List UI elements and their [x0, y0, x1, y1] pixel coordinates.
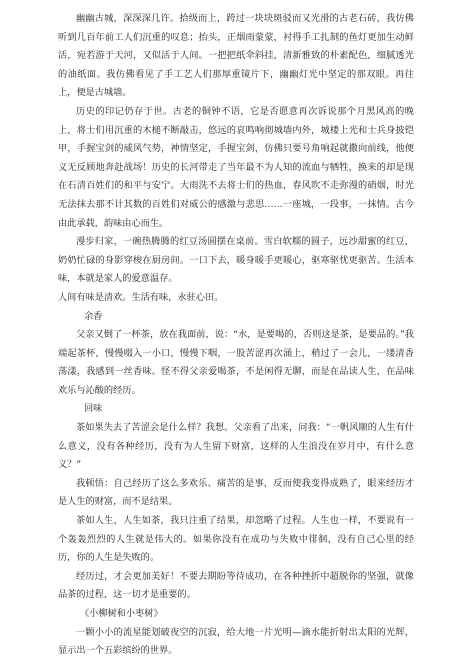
- section-heading-lingering-fragrance: 余香: [84, 310, 103, 322]
- paragraph-ancient-city: 幽幽古城，深深深几许。拾级而上，跨过一块块斑驳而又光滑的古老石砖，我仿佛听到几百年前工人们沉重的叹息；抬头，正烟雨蒙蒙，衬得手工扎制的鱼灯更加生动鲜活，宛若游于天河，又似活于人间。一把把纸伞斜挂，清新雅致的朴素配色，细腻透光的油纸面。我仿佛看见了手工艺人们那厚重镜片下，幽幽灯光中坚定的那双眼。再往上，便是古城墙。: [58, 13, 414, 99]
- paragraph-history: 历史的印记仍存于世。古老的铜钟不语，它是否愿意再次诉说那个月黑风高的晚上，将士们用沉重的木槌不断敲击，悠远的哀鸣响彻城墙内外，城楼上光和士兵身披铠甲，手握宝剑的威风气势，神情坚定，手握宝剑，仿佛只要号角响起就撒向前线，他便义无反顾地奔赴战场！历史的长河带走了当年最不为人知的流血与牺牲，换来的却是现在石清百姓们的和平与安宁。大雨洗不去将士们的热血，春风吹不走弥漫的硝烟，时光无法抹去那不计其数的百姓们对威公的感激与悲思……一座城，一段事，一抹情。古今由此承载，韵味由心而生。: [58, 105, 414, 229]
- paragraph-tea-life: 茶如人生，人生如茶，我只注重了结果，却忽略了过程。人生也一样，不要说有一个轰轰烈烈的人生就是伟大的。如果你没有在成功与失败中徘徊，没有自己心里的经历，你的人生是失败的。: [58, 515, 414, 564]
- story-title: 《小柳树和小枣树》: [80, 608, 163, 619]
- paragraph-experience: 经历过，才会更加美好！不要去期盼等待成功，在各种挫折中超脱你的坚强，就像品茶的过程，这一切才是重要的。: [58, 570, 414, 601]
- paragraph-bitterness: 茶如果失去了苦涩会是什么样？我想。父亲看了出来，问我：“一帆风顺的人生有什么意义，没有各种经历，没有为人生留下财富，这样的人生浪没在岁月中，有什么意义？”: [58, 422, 414, 471]
- paragraph-life-taste: 人间有味是清欢。生活有味，永驻心田。: [58, 291, 224, 303]
- paragraph-meteor: 一颗小小的流星能划破夜空的沉寂，给大地一片光明—滴水能折射出太阳的光辉，显示出一个五彩缤纷的世界。: [58, 626, 414, 657]
- paragraph-father-tea: 父亲又倒了一杯茶，放在我面前，说：“水，是要喝的，否则这是茶，是要品的。”我端起茶杯，慢慢啜入一小口，慢慢下咽，一股苦涩再次涌上，稍过了一会儿，一缕清香荡漾，我感到一丝香味。怪不得父亲爱喝茶，不是闲得无聊，而是在品读人生，在品味欢乐与沁酸的经历。: [58, 329, 414, 396]
- section-heading-aftertaste: 回味: [84, 403, 103, 415]
- paragraph-home: 漫步归家，一碗热腾腾的红豆汤圆摆在桌前。雪白软糯的圆子，远沙甜蜜的红豆，奶奶忙碌的身影穿梭在厨房间。一口下去，暖身暖手更暖心，驱寒驱忧更驱苦。生活本味，本就是家人的爱意温存。: [58, 236, 414, 285]
- paragraph-realization: 我顿悟：自己经历了这么多欢乐、痛苦的是事，反而使我变得成熟了，眼来经历才是人生的财富，而不是结果。: [58, 477, 414, 508]
